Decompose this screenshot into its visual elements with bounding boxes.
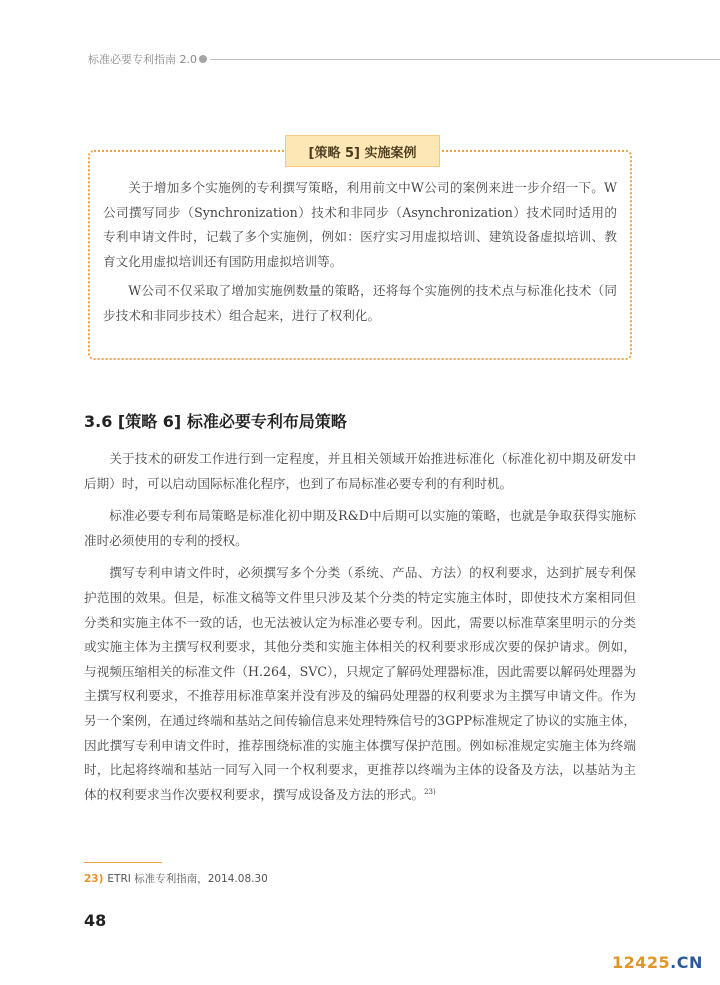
footnote-rule [84,862,162,863]
running-header [78,51,720,69]
footnote-number: 23) [84,873,104,885]
case-paragraph: W公司不仅采取了增加实施例数量的策略，还将每个实施例的技术点与标准化技术（同步技术和非同步技术）组合起来，进行了权利化。 [103,283,617,323]
header-dot-icon [199,55,207,63]
page-number: 48 [84,911,107,930]
case-example-text [103,176,617,334]
body-paragraph: 关于技术的研发工作进行到一定程度，并且相关领域开始推进标准化（标准化初中期及研发中后期）时，可以启动国际标准化程序，也到了布局标准必要专利的有利时机。 [84,451,636,491]
case-paragraph: 关于增加多个实施例的专利撰写策略，利用前文中W公司的案例来进一步介绍一下。W公司撰写同步（Synchronization）技术和非同步（Asynchronization）技术同时适用的专利申请文件时，记载了多个实施例，例如：医疗实习用虚拟培训、建筑设备虚拟培训、教育文化用虚拟培训还有国防用虚拟培训等。 [103,180,617,269]
section-heading: 3.6 [策略 6] 标准必要专利布局策略 [84,412,347,431]
footnote-text: ETRI 标准专利指南，2014.08.30 [107,873,268,885]
header-rule [210,59,720,60]
footnote-reference[interactable]: 23) [424,787,436,796]
body-paragraph-text: 撰写专利申请文件时，必须撰写多个分类（系统、产品、方法）的权利要求，达到扩展专利保护范围的效果。但是，标准文稿等文件里只涉及某个分类的特定实施主体时，即使技术方案相同但分类和实施主体不一致的话，也无法被认定为标准必要专利。因此，需要以标准草案里明示的分类或实施主体为主撰写权利要求，其他分类和实施主体相关的权利要求形成次要的保护请求。例如，与视频压缩相关的标准文件（H.264，SVC），只规定了解码处理器标准，因此需要以解码处理器为主撰写权利要求，不推荐用标准草案并没有涉及的编码处理器的权利要求为主撰写申请文件。作为另一个案例，在通过终端和基站之间传输信息来处理特殊信号的3GPP标准规定了协议的实施主体，因此撰写专利申请文件时，推荐围绕标准的实施主体撰写保护范围。例如标准规定实施主体为终端时，比起将终端和基站一同写入同一个权利要求，更推荐以终端为主体的设备及方法，以基站为主体的权利要求当作次要权利要求，撰写成设备及方法的形式。 [84,565,636,802]
header-title: 标准必要专利指南 2.0 [88,53,197,66]
watermark-logo [612,953,703,972]
section-body [84,447,636,815]
body-paragraph: 标准必要专利布局策略是标准化初中期及R&D中后期可以实施的策略，也就是争取获得实施标准时必须使用的专利的授权。 [84,508,636,548]
case-example-tag: [策略 5] 实施案例 [285,135,440,167]
watermark-suffix: .CN [670,953,703,972]
body-paragraph [84,561,636,807]
footnote [84,871,268,886]
watermark-number: 12425 [612,953,671,972]
